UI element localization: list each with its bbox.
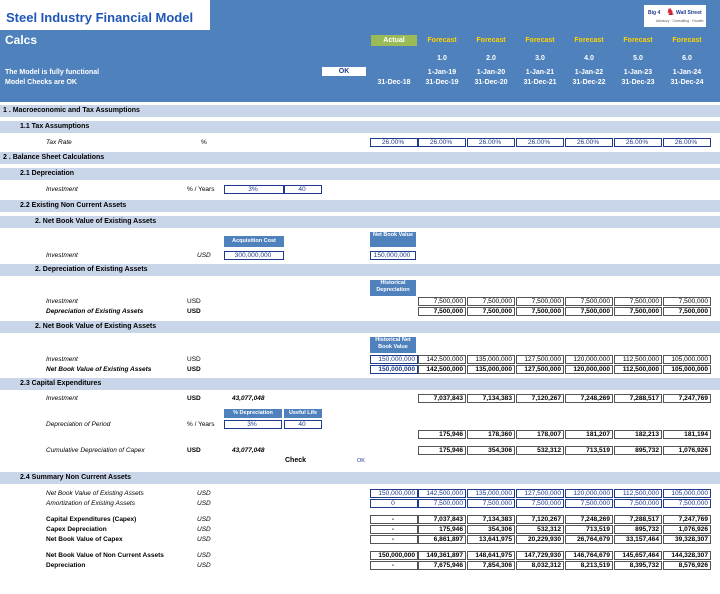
summary-cell[interactable]: 0	[370, 499, 418, 508]
summary-cell[interactable]: 127,500,000	[516, 489, 564, 498]
ok-badge: OK	[322, 67, 366, 76]
summary-cell: 39,328,307	[663, 535, 711, 544]
capex-cell: 7,134,383	[467, 394, 515, 403]
capex-unit: USD	[187, 395, 201, 402]
column-num-5: 5.0	[633, 55, 643, 62]
model-title: Steel Industry Financial Model	[6, 10, 194, 25]
summary-unit: USD	[197, 516, 211, 523]
section-2-2-title: 2.2 Existing Non Current Assets	[20, 202, 127, 209]
column-end-6: 31-Dec-24	[670, 79, 704, 86]
summary-cell: 8,576,926	[663, 561, 711, 570]
cum-dep-cell: 895,732	[614, 446, 662, 455]
section-1-1-title: 1.1 Tax Assumptions	[20, 123, 90, 130]
summary-cell: -	[370, 535, 418, 544]
capex-dep-rate-input[interactable]: 3%	[224, 420, 282, 429]
column-type-4: Forecast	[574, 37, 604, 44]
summary-label: Net Book Value of Non Current Assets	[46, 552, 164, 559]
dep-years-input[interactable]: 40	[284, 185, 322, 194]
summary-cell: 7,675,946	[418, 561, 466, 570]
nbv2-cell: 105,000,000	[663, 355, 711, 364]
section-2-4-title: 2.4 Summary Non Current Assets	[20, 474, 131, 481]
nbv-investment-unit: USD	[197, 252, 211, 259]
section-2-title: 2 . Balance Sheet Calculations	[3, 154, 105, 161]
check-ok: OK	[357, 458, 365, 464]
column-num-1: 1.0	[437, 55, 447, 62]
column-num-2: 2.0	[486, 55, 496, 62]
nbv2-cell: 135,000,000	[467, 355, 515, 364]
summary-cell: 26,764,679	[565, 535, 613, 544]
section-bar-2-1	[0, 168, 720, 180]
nbv2-cell: 112,500,000	[614, 365, 662, 374]
nbv-investment-label: Investment	[46, 252, 78, 259]
column-type-1: Forecast	[427, 37, 457, 44]
column-num-6: 6.0	[682, 55, 692, 62]
summary-cell: 713,519	[565, 525, 613, 534]
nbv2-cell: 127,500,000	[516, 355, 564, 364]
column-num-4: 4.0	[584, 55, 594, 62]
acq-cost-input[interactable]: 300,000,000	[224, 251, 284, 260]
hist-nbv-header: Historical Net Book Value	[370, 337, 416, 353]
nbv2-cell: 120,000,000	[565, 365, 613, 374]
tax-rate-unit: %	[201, 139, 207, 146]
capex-cell: 7,120,267	[516, 394, 564, 403]
column-end-1: 31-Dec-19	[425, 79, 459, 86]
column-type-3: Forecast	[525, 37, 555, 44]
summary-cell: 895,732	[614, 525, 662, 534]
summary-cell: 175,946	[418, 525, 466, 534]
cum-dep-cell: 175,946	[418, 446, 466, 455]
summary-cell[interactable]: 7,500,000	[467, 499, 515, 508]
summary-label: Capital Expenditures (Capex)	[46, 516, 137, 523]
status-line-2: Model Checks are OK	[5, 79, 77, 86]
summary-cell: 145,657,464	[614, 551, 662, 560]
summary-cell: 149,361,897	[418, 551, 466, 560]
summary-unit: USD	[197, 552, 211, 559]
depex-r2-label: Depreciation of Existing Assets	[46, 308, 144, 315]
capex-cell: 7,248,269	[565, 394, 613, 403]
capex-dep-cell: 178,007	[516, 430, 564, 439]
summary-cell[interactable]: 7,500,000	[663, 499, 711, 508]
tax-rate-cell[interactable]: 26.00%	[663, 138, 711, 147]
column-end-0: 31-Dec-18	[377, 79, 411, 86]
cum-dep-label: Cumulative Depreciation of Capex	[46, 447, 145, 454]
sheet-name: Calcs	[5, 33, 38, 47]
status-line-1: The Model is fully functional	[5, 69, 100, 76]
nbv2-cell[interactable]: 150,000,000	[370, 355, 418, 364]
summary-cell: 33,157,464	[614, 535, 662, 544]
capex-dep-cell: 181,207	[565, 430, 613, 439]
section-2-3-title: 2.3 Capital Expenditures	[20, 380, 102, 387]
summary-unit: USD	[197, 500, 211, 507]
acq-cost-header: Acquisition Cost	[224, 236, 284, 247]
summary-cell[interactable]: 120,000,000	[565, 489, 613, 498]
nbv2-cell: 135,000,000	[467, 365, 515, 374]
company-logo: Big 4 ♞ Wall Street Advisory · Consulting · Growth	[644, 5, 706, 27]
column-start-5: 1-Jan-23	[623, 69, 653, 76]
column-start-6: 1-Jan-24	[672, 69, 702, 76]
section-2-1-title: 2.1 Depreciation	[20, 170, 75, 177]
summary-cell: 7,134,383	[467, 515, 515, 524]
summary-cell[interactable]: 135,000,000	[467, 489, 515, 498]
cum-dep-total: 43,077,048	[232, 447, 265, 454]
summary-cell: 147,729,930	[516, 551, 564, 560]
summary-label: Amortization of Existing Assets	[46, 500, 135, 507]
column-type-5: Forecast	[623, 37, 653, 44]
column-type-0: Actual	[371, 35, 417, 46]
summary-unit: USD	[197, 562, 211, 569]
capex-cell: 7,288,517	[614, 394, 662, 403]
column-end-2: 31-Dec-20	[474, 79, 508, 86]
summary-cell[interactable]: 7,500,000	[565, 499, 613, 508]
cum-dep-cell: 532,312	[516, 446, 564, 455]
summary-cell: 8,213,519	[565, 561, 613, 570]
tax-rate-cell[interactable]: 26.00%	[467, 138, 515, 147]
dep-investment-label: Investment	[46, 186, 78, 193]
depex-cell: 7,500,000	[418, 307, 466, 316]
summary-cell: 13,641,975	[467, 535, 515, 544]
summary-cell[interactable]: 150,000,000	[370, 489, 418, 498]
summary-cell: 1,076,926	[663, 525, 711, 534]
summary-unit: USD	[197, 536, 211, 543]
tax-rate-cell[interactable]: 26.00%	[516, 138, 564, 147]
check-label: Check	[285, 457, 307, 464]
nbv2-r1-label: Investment	[46, 356, 78, 363]
column-type-6: Forecast	[672, 37, 702, 44]
capex-cell: 7,247,769	[663, 394, 711, 403]
column-start-3: 1-Jan-21	[525, 69, 555, 76]
depex-cell: 7,500,000	[663, 297, 711, 306]
summary-cell: 20,229,930	[516, 535, 564, 544]
section-bar-2	[0, 152, 720, 164]
nbv2-cell: 142,500,000	[418, 355, 466, 364]
nbv2-cell: 120,000,000	[565, 355, 613, 364]
depex-cell: 7,500,000	[614, 297, 662, 306]
section-2-2a-title: 2. Net Book Value of Existing Assets	[35, 218, 157, 225]
column-end-3: 31-Dec-21	[523, 79, 557, 86]
summary-unit: USD	[197, 526, 211, 533]
summary-cell: 8,032,312	[516, 561, 564, 570]
capex-label: Investment	[46, 395, 78, 402]
capex-total: 43,077,048	[232, 395, 265, 402]
tax-rate-cell[interactable]: 26.00%	[418, 138, 466, 147]
bull-icon: ♞	[666, 7, 675, 18]
summary-label: Net Book Value of Capex	[46, 536, 123, 543]
summary-cell: 7,288,517	[614, 515, 662, 524]
capex-cell: 7,037,843	[418, 394, 466, 403]
useful-life-header: Useful Life	[284, 409, 322, 418]
nbv2-cell: 112,500,000	[614, 355, 662, 364]
column-end-5: 31-Dec-23	[621, 79, 655, 86]
dep-rate-input[interactable]: 3%	[224, 185, 284, 194]
summary-label: Net Book Value of Existing Assets	[46, 490, 144, 497]
summary-label: Depreciation	[46, 562, 86, 569]
cum-dep-cell: 354,306	[467, 446, 515, 455]
capex-dep-cell: 182,213	[614, 430, 662, 439]
summary-cell: 6,861,897	[418, 535, 466, 544]
header-band	[0, 30, 720, 102]
tax-rate-cell[interactable]: 26.00%	[614, 138, 662, 147]
summary-cell: 146,764,679	[565, 551, 613, 560]
summary-cell[interactable]: 142,500,000	[418, 489, 466, 498]
summary-cell: -	[370, 561, 418, 570]
cum-dep-cell: 713,519	[565, 446, 613, 455]
summary-cell: 7,120,267	[516, 515, 564, 524]
summary-cell: 7,247,769	[663, 515, 711, 524]
section-bar-1-1	[0, 121, 720, 133]
section-bar-2-3	[0, 378, 720, 390]
summary-cell: 354,306	[467, 525, 515, 534]
nbv2-cell[interactable]: 150,000,000	[370, 365, 418, 374]
summary-label: Capex Depreciation	[46, 526, 107, 533]
depex-cell: 7,500,000	[418, 297, 466, 306]
capex-dep-cell: 178,360	[467, 430, 515, 439]
depex-r1-label: Investment	[46, 298, 78, 305]
nbv2-cell: 105,000,000	[663, 365, 711, 374]
cum-dep-unit: USD	[187, 447, 201, 454]
summary-cell[interactable]: 7,500,000	[516, 499, 564, 508]
depex-cell: 7,500,000	[614, 307, 662, 316]
tax-rate-cell[interactable]: 26.00%	[565, 138, 613, 147]
depex-cell: 7,500,000	[516, 297, 564, 306]
nbv2-cell: 127,500,000	[516, 365, 564, 374]
dep-investment-unit: % / Years	[187, 186, 215, 193]
tax-rate-label: Tax Rate	[46, 139, 72, 146]
pct-dep-header: % Depreciation	[224, 409, 282, 418]
hist-dep-header: Historical Depreciation	[370, 280, 416, 296]
summary-cell[interactable]: 105,000,000	[663, 489, 711, 498]
nbv2-r2-label: Net Book Value of Existing Assets	[46, 366, 152, 373]
nbv2-cell: 142,500,000	[418, 365, 466, 374]
summary-unit: USD	[197, 490, 211, 497]
summary-cell: 7,037,843	[418, 515, 466, 524]
section-2-2b-title: 2. Depreciation of Existing Assets	[35, 266, 148, 273]
summary-cell[interactable]: 7,500,000	[418, 499, 466, 508]
summary-cell: 7,248,269	[565, 515, 613, 524]
column-end-4: 31-Dec-22	[572, 79, 606, 86]
tax-rate-cell[interactable]: 26.00%	[370, 138, 418, 147]
summary-cell: 150,000,000	[370, 551, 418, 560]
depex-cell: 7,500,000	[663, 307, 711, 316]
column-type-2: Forecast	[476, 37, 506, 44]
summary-cell: 144,328,307	[663, 551, 711, 560]
depex-r2-unit: USD	[187, 308, 201, 315]
column-start-2: 1-Jan-20	[476, 69, 506, 76]
depex-cell: 7,500,000	[565, 307, 613, 316]
column-start-1: 1-Jan-19	[427, 69, 457, 76]
summary-cell: -	[370, 525, 418, 534]
column-start-4: 1-Jan-22	[574, 69, 604, 76]
depex-r1-unit: USD	[187, 298, 201, 305]
capex-dep-cell: 181,194	[663, 430, 711, 439]
summary-cell: -	[370, 515, 418, 524]
depex-cell: 7,500,000	[565, 297, 613, 306]
summary-cell: 532,312	[516, 525, 564, 534]
cum-dep-cell: 1,076,926	[663, 446, 711, 455]
nbv2-r1-unit: USD	[187, 356, 201, 363]
nbv-header: Net Book Value	[370, 232, 416, 247]
nbv-input[interactable]: 150,000,000	[370, 251, 416, 260]
summary-cell[interactable]: 112,500,000	[614, 489, 662, 498]
depex-cell: 7,500,000	[516, 307, 564, 316]
depex-cell: 7,500,000	[467, 307, 515, 316]
dep-period-unit: % / Years	[187, 421, 215, 428]
depex-cell: 7,500,000	[467, 297, 515, 306]
summary-cell: 8,395,732	[614, 561, 662, 570]
section-2-2c-title: 2. Net Book Value of Existing Assets	[35, 323, 157, 330]
column-num-3: 3.0	[535, 55, 545, 62]
section-1-title: 1 . Macroeconomic and Tax Assumptions	[3, 107, 140, 114]
dep-period-label: Depreciation of Period	[46, 421, 111, 428]
summary-cell[interactable]: 7,500,000	[614, 499, 662, 508]
capex-life-input[interactable]: 40	[284, 420, 322, 429]
summary-cell: 7,854,306	[467, 561, 515, 570]
summary-cell: 148,641,975	[467, 551, 515, 560]
capex-dep-cell: 175,946	[418, 430, 466, 439]
nbv2-r2-unit: USD	[187, 366, 201, 373]
